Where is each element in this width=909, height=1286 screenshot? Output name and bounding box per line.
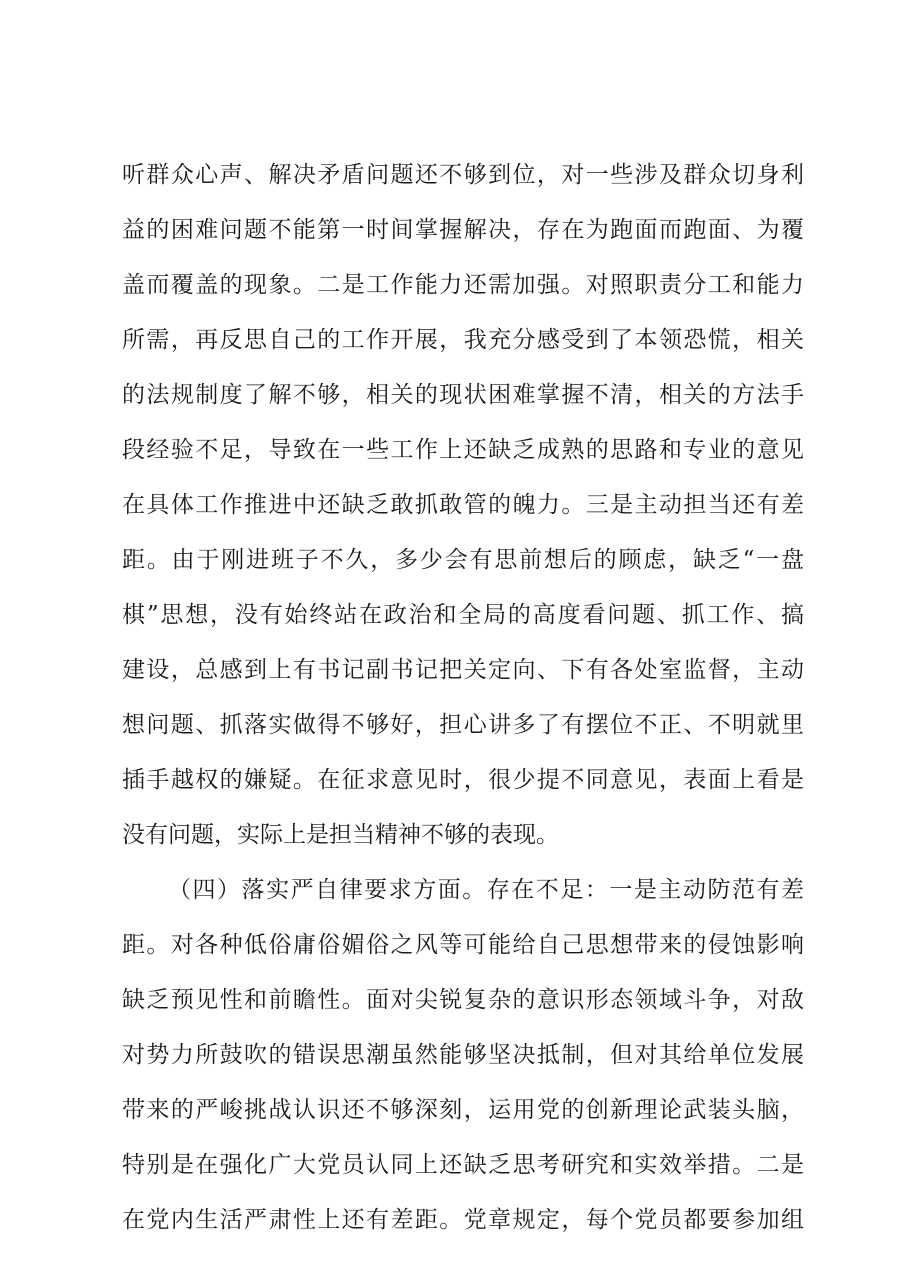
paragraph-last-line: 没有问题，实际上是担当精神不够的表现。 — [122, 822, 559, 848]
text-line: 听群众心声、解决矛盾问题还不够到位，对一些涉及群众切身利 — [122, 162, 804, 188]
text-line: 想问题、抓落实做得不够好，担心讲多了有摆位不正、不明就里 — [122, 712, 804, 738]
text-line: 段经验不足，导致在一些工作上还缺乏成熟的思路和专业的意见 — [122, 437, 804, 463]
text-line: 距。由于刚进班子不久，多少会有思前想后的顾虑，缺乏“一盘 — [122, 547, 804, 573]
text-line: 距。对各种低俗庸俗媚俗之风等可能给自己思想带来的侵蚀影响 — [122, 932, 804, 958]
text-line: 建设，总感到上有书记副书记把关定向、下有各处室监督，主动 — [122, 657, 804, 683]
text-line: 带来的严峻挑战认识还不够深刻，运用党的创新理论武装头脑， — [122, 1097, 804, 1123]
section-heading-line: （四）落实严自律要求方面。存在不足：一是主动防范有差 — [168, 877, 804, 903]
text-line: 对势力所鼓吹的错误思潮虽然能够坚决抵制，但对其给单位发展 — [122, 1042, 804, 1068]
text-line: 缺乏预见性和前瞻性。面对尖锐复杂的意识形态领域斗争，对敌 — [122, 987, 804, 1013]
text-line: 插手越权的嫌疑。在征求意见时，很少提不同意见，表面上看是 — [122, 767, 804, 793]
text-line: 盖而覆盖的现象。二是工作能力还需加强。对照职责分工和能力 — [122, 272, 804, 298]
text-line: 的法规制度了解不够，相关的现状困难掌握不清，相关的方法手 — [122, 382, 804, 408]
text-line: 特别是在强化广大党员认同上还缺乏思考研究和实效举措。二是 — [122, 1152, 804, 1178]
text-line: 棋”思想，没有始终站在政治和全局的高度看问题、抓工作、搞 — [122, 602, 804, 628]
text-line: 益的困难问题不能第一时间掌握解决，存在为跑面而跑面、为覆 — [122, 217, 804, 243]
text-line: 在具体工作推进中还缺乏敢抓敢管的魄力。三是主动担当还有差 — [122, 492, 804, 518]
text-line: 所需，再反思自己的工作开展，我充分感受到了本领恐慌，相关 — [122, 327, 804, 353]
text-line: 在党内生活严肃性上还有差距。党章规定，每个党员都要参加组 — [122, 1207, 804, 1233]
